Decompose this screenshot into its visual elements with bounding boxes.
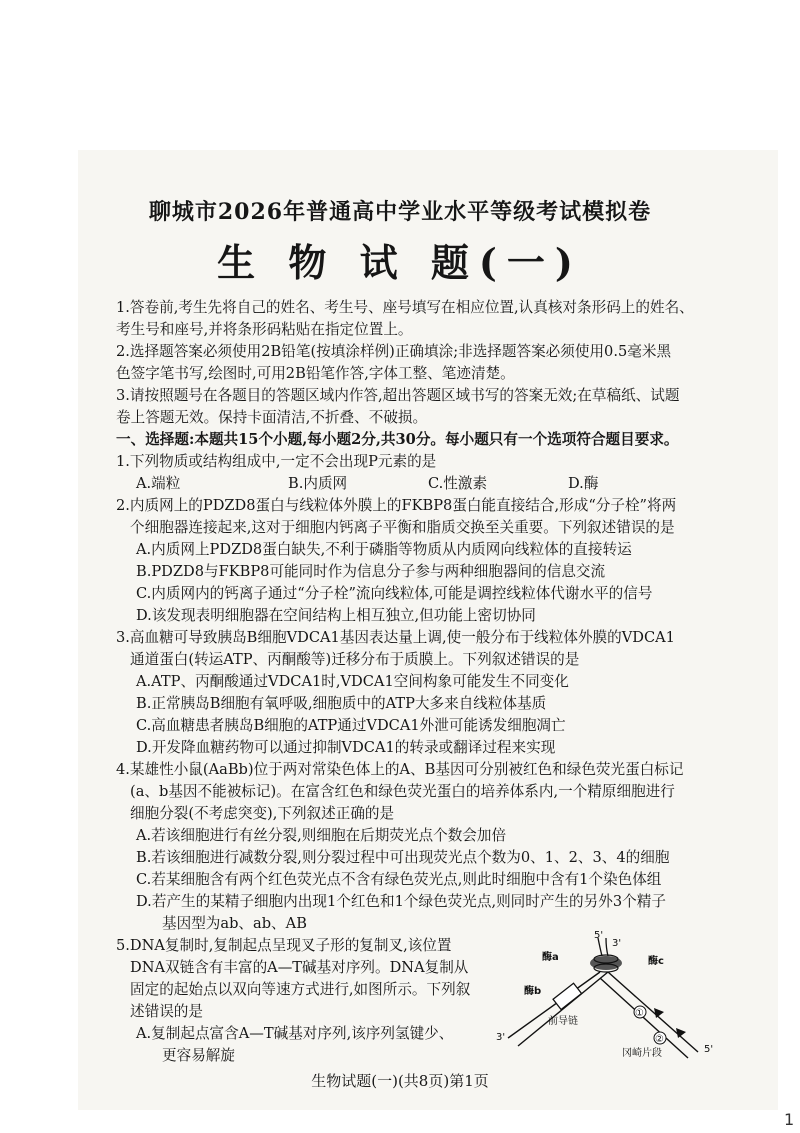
q5-option-a-cont: 更容易解旋 (162, 1047, 235, 1064)
label-circle-1: ① (635, 1008, 644, 1019)
q3-option-a: A.ATP、丙酮酸通过VDCA1时,VDCA1空间构象可能发生不同变化 (136, 673, 569, 690)
question-5-stem: DNA双链含有丰富的A—T碱基对序列。DNA复制从 (130, 959, 469, 976)
strand-top-right (606, 938, 608, 956)
q1-option-d: D.酶 (568, 475, 599, 492)
q3-option-d: D.开发降血糖药物可以通过抑制VDCA1的转录或翻译过程来实现 (136, 739, 556, 756)
note-line: 考生号和座号,并将条形码粘贴在指定位置上。 (116, 321, 413, 338)
question-3-stem: 3.高血糖可导致胰岛B细胞VDCA1基因表达量上调,使一般分布于线粒体外膜的VDCA1 (116, 629, 675, 646)
q4-option-b: B.若该细胞进行减数分裂,则分裂过程中可出现荧光点个数为0、1、2、3、4的细胞 (136, 849, 670, 866)
replication-fork-figure (488, 928, 720, 1060)
label-okazaki: 冈崎片段 (622, 1048, 662, 1059)
question-1-stem: 1.下列物质或结构组成中,一定不会出现P元素的是 (116, 453, 437, 470)
note-line: 1.答卷前,考生先将自己的姓名、考生号、座号填写在相应位置,认真核对条形码上的姓名、 (116, 299, 694, 316)
question-5-stem: 述错误的是 (130, 1003, 203, 1020)
q4-option-c: C.若某细胞含有两个红色荧光点不含有绿色荧光点,则此时细胞中含有1个染色体组 (136, 871, 662, 888)
page-number: 1 (784, 1110, 795, 1129)
note-line: 色签字笔书写,绘图时,可用2B铅笔作答,字体工整、笔迹清楚。 (116, 365, 515, 382)
label-circle-2: ② (655, 1034, 664, 1045)
label-enzyme-a: 酶a (542, 952, 559, 963)
q1-option-c: C.性激素 (428, 475, 488, 492)
q1-option-a: A.端粒 (136, 475, 181, 492)
question-5-stem: 固定的起始点以双向等速方式进行,如图所示。下列叙 (130, 981, 471, 998)
label-bottom-5: 5' (704, 1044, 714, 1055)
label-bottom-3: 3' (496, 1032, 506, 1043)
label-top-5: 5' (594, 930, 604, 941)
q5-option-a: A.复制起点富含A—T碱基对序列,该序列氢键少、 (136, 1025, 454, 1042)
label-leading-strand: 前导链 (548, 1016, 578, 1027)
exam-subtitle: 生 物 试 题(一) (217, 240, 583, 285)
label-enzyme-b: 酶b (524, 986, 542, 997)
page-footer: 生物试题(一)(共8页)第1页 (311, 1072, 489, 1090)
q4-option-d: D.若产生的某精子细胞内出现1个红色和1个绿色荧光点,则同时产生的另外3个精子 (136, 893, 666, 910)
q2-option-a: A.内质网上PDZD8蛋白缺失,不利于磷脂等物质从内质网向线粒体的直接转运 (136, 541, 632, 558)
note-line: 2.选择题答案必须使用2B铅笔(按填涂样例)正确填涂;非选择题答案必须使用0.5毫米黑 (116, 343, 672, 360)
q4-option-d-cont: 基因型为ab、ab、AB (162, 915, 307, 932)
note-line: 卷上答题无效。保持卡面清洁,不折叠、不破损。 (116, 409, 428, 426)
q2-option-d: D.该发现表明细胞器在空间结构上相互独立,但功能上密切协同 (136, 607, 536, 624)
q1-option-b: B.内质网 (288, 475, 348, 492)
label-top-3: 3' (612, 938, 622, 949)
q3-option-b: B.正常胰岛B细胞有氧呼吸,细胞质中的ATP大多来自线粒体基质 (136, 695, 547, 712)
question-4-stem: 4.某雄性小鼠(AaBb)位于两对常染色体上的A、B基因可分别被红色和绿色荧光蛋白标记 (116, 761, 684, 778)
exam-title: 聊城市2026年普通高中学业水平等级考试模拟卷 (148, 199, 652, 225)
note-line: 3.请按照题号在各题目的答题区域内作答,超出答题区域书写的答案无效;在草稿纸、试题 (116, 387, 680, 404)
question-4-stem: 细胞分裂(不考虑突变),下列叙述正确的是 (130, 805, 395, 822)
question-4-stem: (a、b基因不能被标记)。在富含红色和绿色荧光蛋白的培养体系内,一个精原细胞进行 (130, 783, 675, 800)
question-3-stem: 通道蛋白(转运ATP、丙酮酸等)迁移分布于质膜上。下列叙述错误的是 (130, 651, 580, 668)
q2-option-c: C.内质网内的钙离子通过“分子栓”流向线粒体,可能是调控线粒体代谢水平的信号 (136, 585, 653, 602)
label-enzyme-c: 酶c (648, 956, 664, 967)
question-2-stem: 个细胞器连接起来,这对于细胞内钙离子平衡和脂质交换至关重要。下列叙述错误的是 (130, 519, 675, 536)
q4-option-a: A.若该细胞进行有丝分裂,则细胞在后期荧光点个数会加倍 (136, 827, 507, 844)
q3-option-c: C.高血糖患者胰岛B细胞的ATP通过VDCA1外泄可能诱发细胞凋亡 (136, 717, 566, 734)
section-heading: 一、选择题:本题共15个小题,每小题2分,共30分。每小题只有一个选项符合题目要求。 (116, 431, 679, 448)
q2-option-b: B.PDZD8与FKBP8可能同时作为信息分子参与两种细胞器间的信息交流 (136, 563, 606, 580)
question-5-stem: 5.DNA复制时,复制起点呈现叉子形的复制叉,该位置 (116, 937, 452, 954)
question-2-stem: 2.内质网上的PDZD8蛋白与线粒体外膜上的FKBP8蛋白能直接结合,形成“分子栓”将两 (116, 497, 677, 514)
strand-right (608, 972, 698, 1052)
strand-left (508, 972, 600, 1038)
